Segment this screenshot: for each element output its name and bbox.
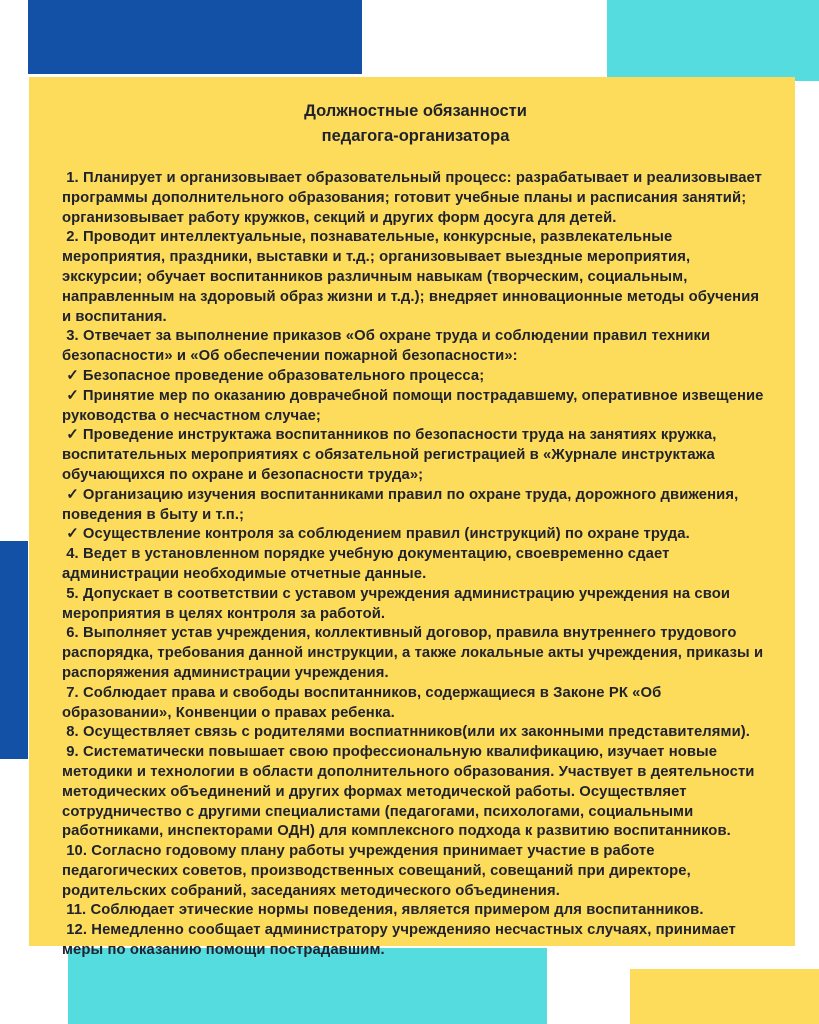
- duty-item-2: 2. Проводит интеллектуальные, познавательные, конкурсные, развлекательные мероприятия, праздники, выставки и т.д.; организовывает выездные мероприятия, экскурсии; обучает воспитанников различным навыкам (творческим, социальным, направленным на здоровый образ жизни и т.д.); внедряет инновационные методы обучения и воспитания.: [62, 229, 764, 325]
- duties-list: [62, 169, 769, 961]
- duty-item-3: 3. Отвечает за выполнение приказов «Об охране труда и соблюдении правил техники безопасности» и «Об обеспечении пожарной безопасности»:: [62, 328, 715, 365]
- safety-checklist-item-4: ✓ Организацию изучения воспитанниками правил по охране труда, дорожного движения, поведения в быту и т.п.;: [62, 486, 743, 523]
- decor-rect-top-left-blue: [28, 0, 362, 74]
- duty-item-11: 11. Соблюдает этические нормы поведения, является примером для воспитанников.: [62, 902, 704, 919]
- duty-item-6: 6. Выполняет устав учреждения, коллективный договор, правила внутреннего трудового распорядка, требования данной инструкции, а также локальные акты учреждения, приказы и распоряжения администрации учреждения.: [62, 625, 768, 681]
- duty-item-9: 9. Систематически повышает свою профессиональную квалификацию, изучает новые методики и технологии в области дополнительного образования. Участвует в деятельности методических объединений и других формах методической работы. Осуществляет сотрудничество с другими специалистами (педагогами, психологами, социальными работниками, инспекторами ОДН) для комплексного подхода к развитию воспитанников.: [62, 744, 759, 840]
- page-title: [62, 99, 769, 149]
- document-card: [29, 77, 795, 959]
- duty-item-4: 4. Ведет в установленном порядке учебную документацию, своевременно сдает администрации необходимые отчетные данные.: [62, 546, 674, 582]
- decor-rect-left-blue: [0, 541, 28, 759]
- duty-item-5: 5. Допускает в соответствии с уставом учреждения администрацию учреждения на свои мероприятия в целях контроля за работой.: [62, 585, 735, 622]
- page-title-line-1: Должностные обязанности: [304, 102, 527, 120]
- decor-rect-bottom-right-yellow: [630, 969, 819, 1024]
- duty-item-1: 1. Планирует и организовывает образовательный процесс: разрабатывает и реализовывает программы дополнительного образования; готовит учебные планы и расписания занятий; организовывает работу кружков, секций и других форм досуга для детей.: [62, 170, 767, 226]
- duty-item-8: 8. Осуществляет связь с родителями воспиатнников(или их законными представителями).: [62, 724, 751, 741]
- safety-checklist-item-3: ✓ Проведение инструктажа воспитанников по безопасности труда на занятиях кружка, воспитательных мероприятиях с обязательной регистрацией в «Журнале инструктажа обучающихся по охране и безопасности труда»;: [62, 427, 721, 483]
- duty-item-10: 10. Согласно годовому плану работы учреждения принимает участие в работе педагогических советов, производственных совещаний, совещаний при директоре, родительских собраний, заседаниях методического объединения.: [62, 843, 696, 899]
- safety-checklist-item-5: ✓ Осуществление контроля за соблюдением правил (инструкций) по охране труда.: [62, 526, 690, 543]
- duty-item-12: 12. Немедленно сообщает администратору учрежденияо несчастных случаях, принимает меры по оказанию помощи пострадавшим.: [62, 922, 741, 959]
- safety-checklist-item-2: ✓ Принятие мер по оказанию доврачебной помощи пострадавшему, оперативное извещение руководства о несчастном случае;: [62, 387, 768, 424]
- duty-item-7: 7. Соблюдает права и свободы воспитанников, содержащиеся в Законе РК «Об образовании», Конвенции о правах ребенка.: [62, 684, 666, 721]
- safety-checklist-item-1: ✓ Безопасное проведение образовательного процесса;: [62, 367, 485, 384]
- decor-rect-top-right-cyan: [607, 0, 819, 81]
- page-title-line-2: педагога-организатора: [321, 127, 510, 145]
